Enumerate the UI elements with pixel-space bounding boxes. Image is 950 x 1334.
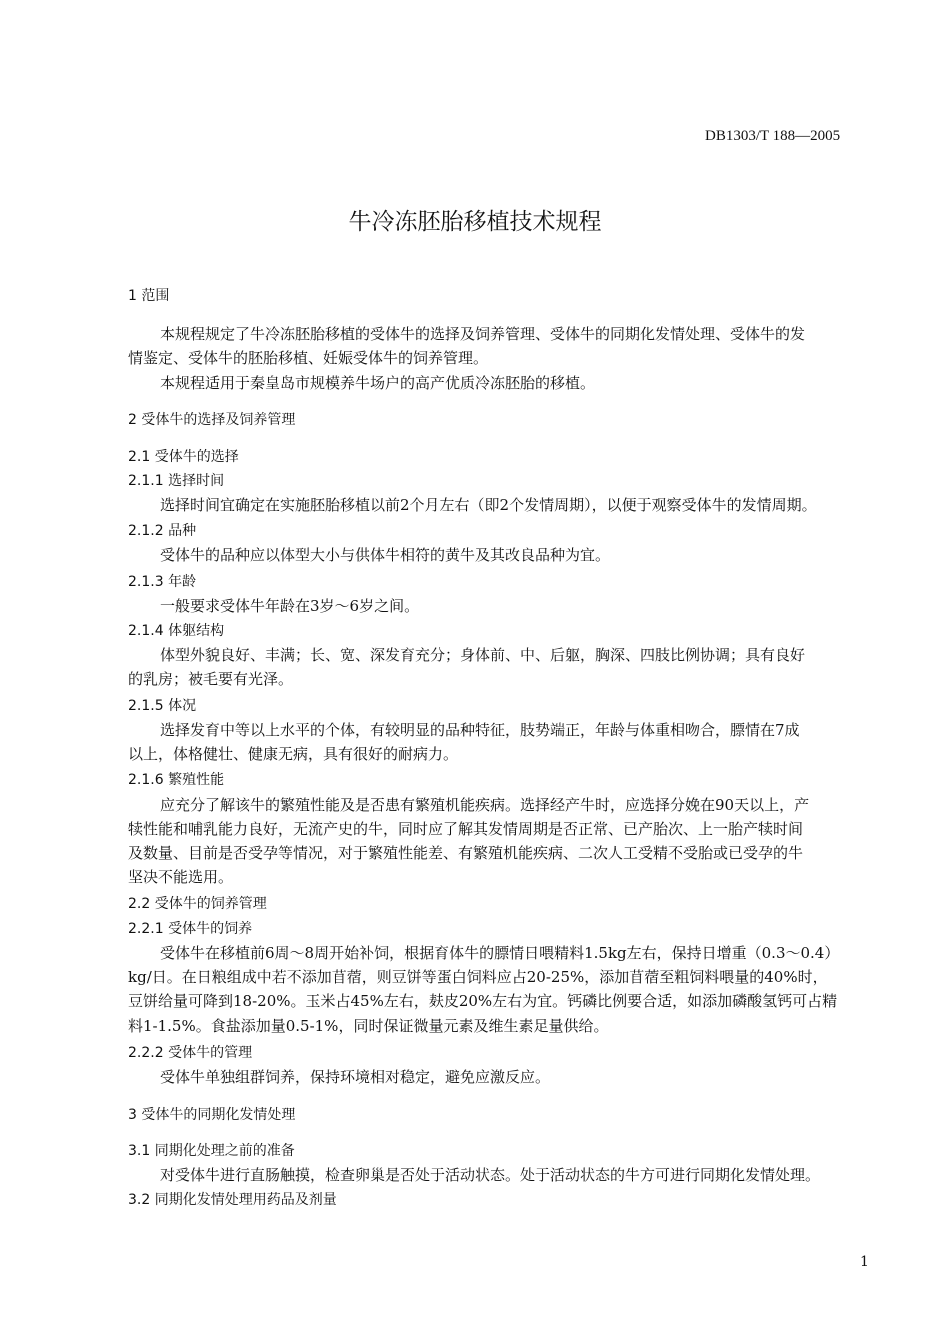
paragraph-line: 受体牛在移植前6周～8周开始补饲，根据育体牛的膘情日喂精料1.5kg左右，保持日增重（0.3～0.4） <box>160 944 840 962</box>
paragraph-line: 对受体牛进行直肠触摸，检查卵巢是否处于活动状态。处于活动状态的牛方可进行同期化发情处理。 <box>160 1166 821 1184</box>
subsection-heading: 2.1.3 年龄 <box>128 574 197 590</box>
paragraph-line: 体型外貌良好、丰满；长、宽、深发育充分；身体前、中、后躯，胸深、四肢比例协调；具有良好 <box>160 646 806 664</box>
paragraph-line: 及数量、目前是否受孕等情况，对于繁殖性能差、有繁殖机能疾病、二次人工受精不受胎或已受孕的牛 <box>128 844 804 862</box>
paragraph-line: 以上，体格健壮、健康无病，具有很好的耐病力。 <box>128 745 459 763</box>
section-3-heading: 3 受体牛的同期化发情处理 <box>128 1107 296 1123</box>
subsection-heading: 3.1 同期化处理之前的准备 <box>128 1143 295 1159</box>
section-2-heading: 2 受体牛的选择及饲养管理 <box>128 412 296 428</box>
paragraph-line: 选择时间宜确定在实施胚胎移植以前2个月左右（即2个发情周期），以便于观察受体牛的发情周期。 <box>160 496 817 514</box>
paragraph-line: 豆饼给量可降到18-20%。玉米占45%左右，麸皮20%左右为宜。钙磷比例要合适，如添加磷酸氢钙可占精 <box>128 992 838 1010</box>
subsection-heading: 2.1.2 品种 <box>128 523 197 539</box>
subsection-heading: 2.1.6 繁殖性能 <box>128 772 225 788</box>
subsection-heading: 2.1 受体牛的选择 <box>128 449 239 465</box>
paragraph-line: 受体牛单独组群饲养，保持环境相对稳定，避免应激反应。 <box>160 1068 551 1086</box>
paragraph-line: kg/日。在日粮组成中若不添加苜蓿，则豆饼等蛋白饲料应占20-25%，添加苜蓿至粗饲料喂量的40%时， <box>128 968 828 986</box>
paragraph-line: 本规程规定了牛冷冻胚胎移植的受体牛的选择及饲养管理、受体牛的同期化发情处理、受体牛的发 <box>160 325 806 343</box>
standard-code: DB1303/T 188—2005 <box>705 128 841 144</box>
subsection-heading: 2.1.5 体况 <box>128 698 197 714</box>
subsection-heading: 2.1.1 选择时间 <box>128 473 225 489</box>
subsection-heading: 2.1.4 体躯结构 <box>128 623 225 639</box>
paragraph-line: 受体牛的品种应以体型大小与供体牛相符的黄牛及其改良品种为宜。 <box>160 546 611 564</box>
subsection-heading: 2.2.1 受体牛的饲养 <box>128 921 253 937</box>
paragraph-line: 的乳房；被毛要有光泽。 <box>128 670 294 688</box>
paragraph-line: 本规程适用于秦皇岛市规模养牛场户的高产优质冷冻胚胎的移植。 <box>160 374 596 392</box>
paragraph-line: 选择发育中等以上水平的个体，有较明显的品种特征，肢势端正，年龄与体重相吻合，膘情在7成 <box>160 721 800 739</box>
page-number: 1 <box>860 1254 869 1270</box>
subsection-heading: 3.2 同期化发情处理用药品及剂量 <box>128 1192 337 1208</box>
paragraph-line: 料1-1.5%。食盐添加量0.5-1%，同时保证微量元素及维生素足量供给。 <box>128 1017 609 1035</box>
document-title: 牛冷冻胚胎移植技术规程 <box>348 209 602 235</box>
paragraph-line: 一般要求受体牛年龄在3岁～6岁之间。 <box>160 597 420 615</box>
paragraph-line: 犊性能和哺乳能力良好，无流产史的牛，同时应了解其发情周期是否正常、已产胎次、上一胎产犊时间 <box>128 820 804 838</box>
section-1-heading: 1 范围 <box>128 288 170 304</box>
subsection-heading: 2.2 受体牛的饲养管理 <box>128 896 267 912</box>
paragraph-line: 坚决不能选用。 <box>128 868 234 886</box>
subsection-heading: 2.2.2 受体牛的管理 <box>128 1045 253 1061</box>
paragraph-line: 情鉴定、受体牛的胚胎移植、妊娠受体牛的饲养管理。 <box>128 349 489 367</box>
paragraph-line: 应充分了解该牛的繁殖性能及是否患有繁殖机能疾病。选择经产牛时，应选择分娩在90天以上，产 <box>160 796 810 814</box>
